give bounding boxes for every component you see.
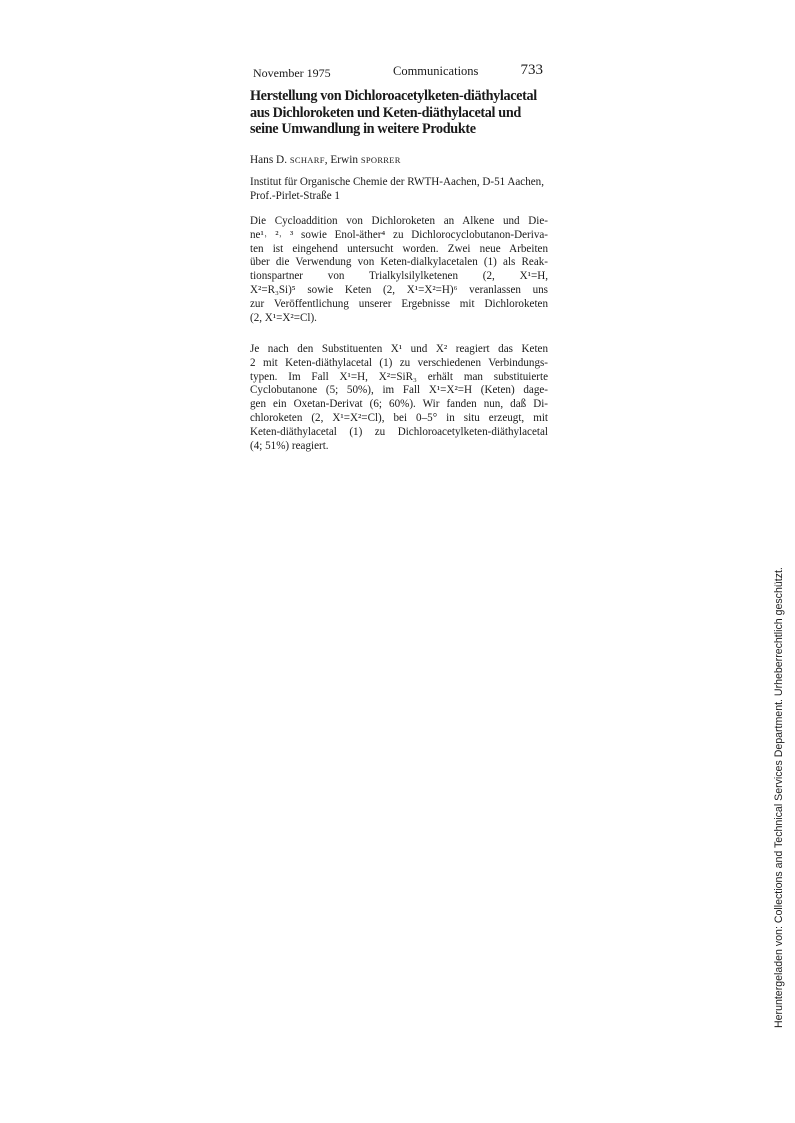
text-line: 2 mit Keten-diäthylacetal (1) zu verschiedenen Verbindungs- [250,356,548,369]
paragraph-results [250,343,548,453]
article-title: Herstellung von Dichloroacetylketen-diäthylacetal aus Dichloroketen und Keten-diäthylacetal und seine Umwandlung in weitere Produkte [250,88,537,137]
watermark-text: Heruntergeladen von: Collections and Technical Services Department. Urheberrechtlich geschützt. [773,567,785,1028]
author-line [250,154,548,166]
author-separator: , Erwin [324,154,361,166]
text-line: X²=R₃Si)⁵ sowie Keten (2, X¹=X²=H)⁶ veranlassen uns [250,283,548,296]
text-line: typen. Im Fall X¹=H, X²=SiR₃ erhält man substituierte [250,370,548,383]
affiliation-line: Prof.-Pirlet-Straße 1 [250,189,340,202]
text-line: chloroketen (2, X¹=X²=Cl), bei 0–5° in situ erzeugt, mit [250,411,548,424]
text-line: Je nach den Substituenten X¹ und X² reagiert das Keten [250,343,548,355]
author-family-name: SPORRER [360,155,401,165]
running-header [253,62,543,82]
paragraph-intro [250,215,548,325]
author-given-name: Hans D. [250,154,290,166]
text-line: über die Verwendung von Keten-dialkylacetalen (1) als Reak- [250,256,548,269]
section-name: Communications [393,64,479,78]
text-line: Die Cycloaddition von Dichloroketen an Alkene und Die- [250,215,548,227]
text-line: (2, X¹=X²=Cl). [250,311,317,324]
affiliation-line: Institut für Organische Chemie der RWTH-Aachen, D-51 Aachen, [250,176,544,188]
page-number: 733 [520,62,543,78]
author-family-name: SCHARF [289,155,325,165]
text-line: zur Veröffentlichung unserer Ergebnisse mit Dichloroketen [250,297,548,310]
text-line: ne¹˒ ²˒ ³ sowie Enol-äther⁴ zu Dichlorocyclobutanon-Deriva- [250,228,548,241]
text-line: gen ein Oxetan-Derivat (6; 60%). Wir fanden nun, daß Di- [250,398,548,411]
text-line: Cyclobutanone (5; 50%), im Fall X¹=X²=H (Keten) dage- [250,384,548,397]
affiliation [250,176,548,203]
text-line: (4; 51%) reagiert. [250,439,329,452]
text-line: ten ist eingehend untersucht worden. Zwei neue Arbeiten [250,242,548,255]
text-line: Keten-diäthylacetal (1) zu Dichloroacetylketen-diäthylacetal [250,425,548,438]
issue-date: November 1975 [253,66,331,80]
text-line: tionspartner von Trialkylsilylketenen (2, X¹=H, [250,270,548,283]
